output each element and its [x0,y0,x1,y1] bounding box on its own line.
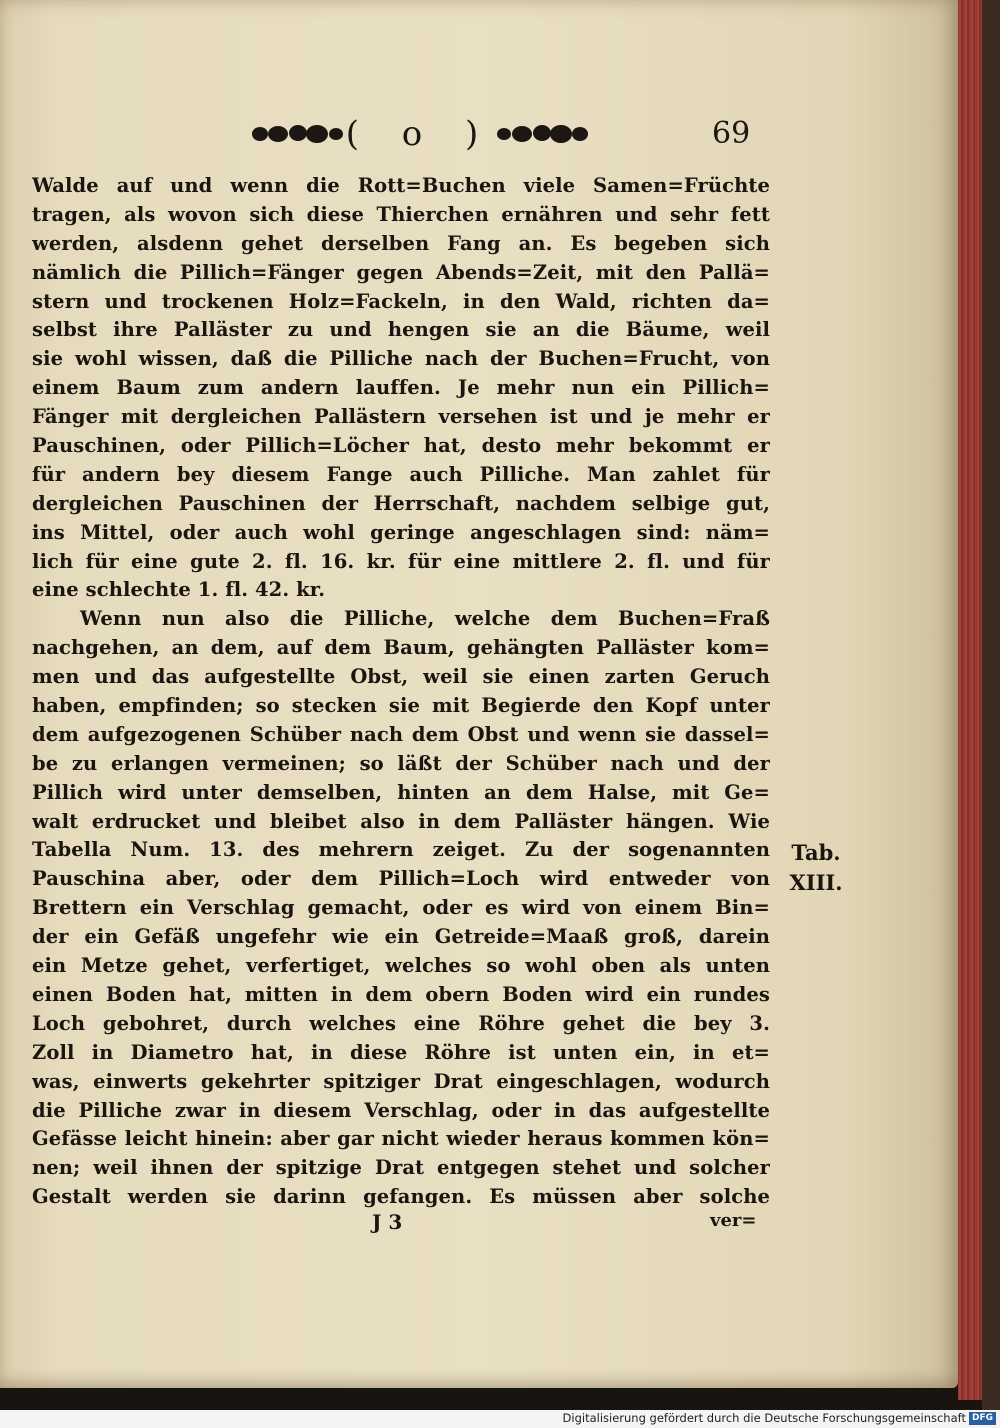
footer-credit: Digitalisierung gefördert durch die Deutsche Forschungsgemeinschaft [562,1411,966,1425]
text-line: Fänger mit dergleichen Pallästern versehen ist und je mehr er [32,405,770,429]
text-line: der ein Gefäß ungefehr wie ein Getreide=Maaß groß, darein [32,925,770,949]
right-ornament-icon [495,123,590,145]
text-line: Loch gebohret, durch welches eine Röhre gehet die bey 3. [32,1011,770,1035]
catchword: ver= [710,1210,757,1231]
text-line: Gestalt werden sie darinn gefangen. Es müssen aber solche [32,1185,770,1209]
margin-note-line: XIII. [789,870,843,895]
text-line: ein Metze gehet, verfertiget, welches so wohl oben als unten [32,954,770,978]
text-line: Pauschina aber, oder dem Pillich=Loch wird entweder von [32,867,770,891]
text-line: sie wohl wissen, daß die Pilliche nach der Buchen=Frucht, von [32,347,770,371]
text-line: stern und trockenen Holz=Fackeln, in den Wald, richten da= [32,289,770,313]
text-line: Pauschinen, oder Pillich=Löcher hat, desto mehr bekommt er [32,434,770,458]
text-line: einen Boden hat, mitten in dem obern Boden wird ein rundes [32,982,770,1006]
text-line: haben, empfinden; so stecken sie mit Begierde den Kopf unter [32,694,770,718]
page-footer-marks [32,1210,770,1240]
text-line: einem Baum zum andern lauffen. Je mehr nun ein Pillich= [32,376,770,400]
text-line: lich für eine gute 2. fl. 16. kr. für eine mittlere 2. fl. und für [32,549,770,573]
text-line: tragen, als wovon sich diese Thierchen ernähren und sehr fett [32,202,770,226]
signature-mark: J 3 [372,1210,403,1234]
text-line: Gefässe leicht hinein: aber gar nicht wieder heraus kommen kön= [32,1127,770,1151]
text-line: dem aufgezogenen Schüber nach dem Obst und wenn sie dassel= [32,722,770,746]
text-line: was, einwerts gekehrter spitziger Drat eingeschlagen, wodurch [32,1069,770,1093]
book-cover-edge [982,0,1000,1410]
text-line: Zoll in Diametro hat, in diese Röhre ist unten ein, in et= [32,1040,770,1064]
text-line: walt erdrucket und bleibet also in dem Palläster hängen. Wie [32,809,770,833]
text-line: für andern bey diesem Fange auch Pilliche. Man zahlet für [32,462,770,486]
text-line: Tabella Num. 13. des mehrern zeiget. Zu der sogenannten [32,838,770,862]
text-line: ins Mittel, oder auch wohl geringe angeschlagen sind: näm= [32,520,770,544]
text-line: die Pilliche zwar in diesem Verschlag, oder in das aufgestellte [32,1098,770,1122]
text-line: Brettern ein Verschlag gemacht, oder es wird von einem Bin= [32,896,770,920]
text-line: Wenn nun also die Pilliche, welche dem Buchen=Fraß [80,607,770,631]
margin-note [776,838,856,898]
text-line: men und das aufgestellte Obst, weil sie einen zarten Geruch [32,665,770,689]
text-line: Walde auf und wenn die Rott=Buchen viele Samen=Früchte [32,174,770,197]
body-text [32,172,770,1212]
text-line: werden, alsdenn gehet derselben Fang an. Es begeben sich [32,231,770,255]
page-number: 69 [712,116,751,151]
text-line: selbst ihre Palläster zu und hengen sie an die Bäume, weil [32,318,770,342]
dfg-logo: DFG [969,1412,996,1425]
running-head [250,114,590,154]
running-head-text: ( o ) [345,114,495,154]
text-line: be zu erlangen vermeinen; so läßt der Schüber nach und der [32,751,770,775]
digitization-footer [0,1410,1000,1428]
text-line: Pillich wird unter demselben, hinten an dem Halse, mit Ge= [32,780,770,804]
page-edges [958,0,985,1400]
text-line: eine schlechte 1. fl. 42. kr. [32,578,326,602]
margin-note-line: Tab. [791,840,841,865]
text-line: nen; weil ihnen der spitzige Drat entgegen stehet und solcher [32,1156,770,1180]
text-line: nämlich die Pillich=Fänger gegen Abends=Zeit, mit den Pallä= [32,260,770,284]
text-line: dergleichen Pauschinen der Herrschaft, nachdem selbige gut, [32,491,770,515]
text-line: nachgehen, an dem, auf dem Baum, gehängten Palläster kom= [32,636,770,660]
left-ornament-icon [250,123,345,145]
